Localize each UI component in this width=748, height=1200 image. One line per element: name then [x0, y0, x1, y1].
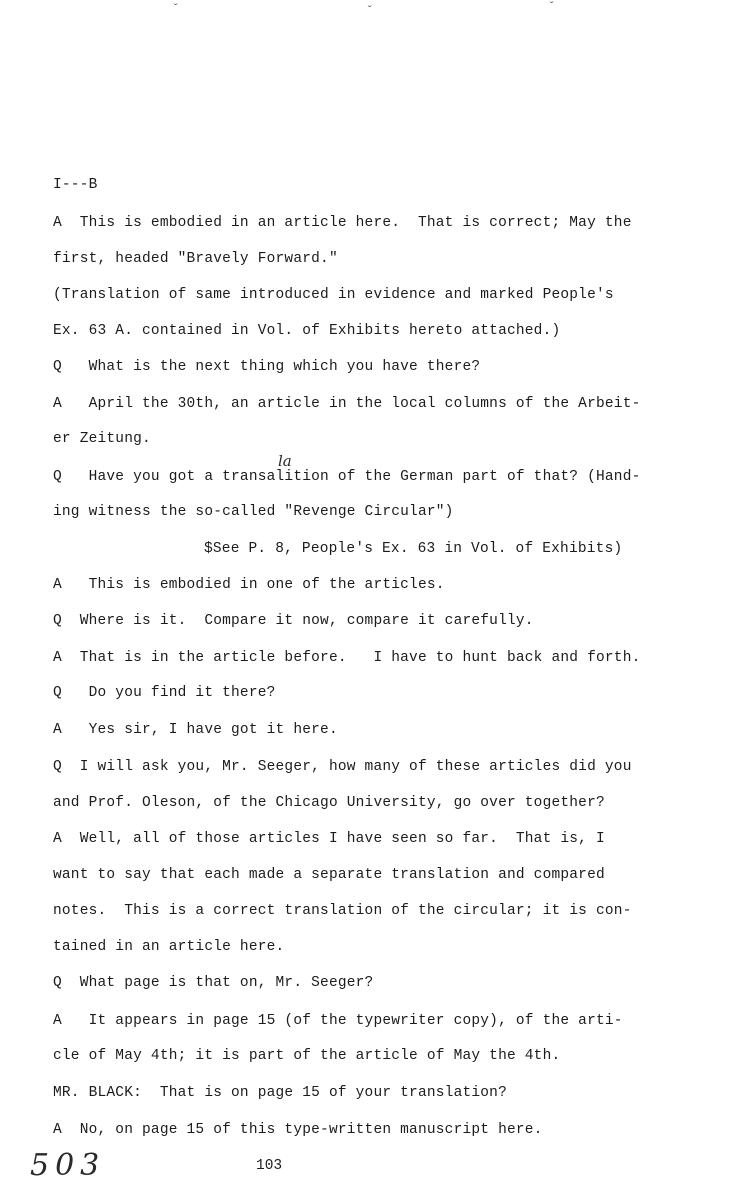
text-line: A Well, all of those articles I have seen so far. That is, I [53, 831, 605, 847]
text-line: Q Where is it. Compare it now, compare it carefully. [53, 613, 534, 629]
text-line: er Zeitung. [53, 431, 151, 447]
text-line: A April the 30th, an article in the local columns of the Arbeit- [53, 396, 641, 412]
handwritten-page-number: 503 [30, 1148, 106, 1183]
section-header: I---B [53, 177, 98, 193]
text-line: (Translation of same introduced in evidence and marked People's [53, 287, 614, 303]
text-line: $See P. 8, People's Ex. 63 in Vol. of Exhibits) [204, 541, 623, 557]
page-number: 103 [256, 1158, 283, 1174]
text-line: Q Have you got a transalition of the German part of that? (Hand- [53, 469, 641, 485]
text-line: Ex. 63 A. contained in Vol. of Exhibits hereto attached.) [53, 323, 561, 339]
text-line: want to say that each made a separate translation and compared [53, 867, 605, 883]
text-line: first, headed "Bravely Forward." [53, 251, 338, 267]
scan-mark: ˇ [548, 0, 556, 14]
text-line: Q I will ask you, Mr. Seeger, how many of these articles did you [53, 759, 632, 775]
text-line: ing witness the so-called "Revenge Circular") [53, 504, 454, 520]
text-line: MR. BLACK: That is on page 15 of your translation? [53, 1085, 507, 1101]
text-line: A It appears in page 15 (of the typewriter copy), of the arti- [53, 1013, 623, 1029]
text-line: Q What page is that on, Mr. Seeger? [53, 975, 374, 991]
text-line: cle of May 4th; it is part of the article of May the 4th. [53, 1048, 561, 1064]
handwritten-correction: la [278, 452, 292, 470]
text-line: A This is embodied in one of the articles. [53, 577, 445, 593]
text-line: Q Do you find it there? [53, 685, 276, 701]
text-line: A No, on page 15 of this type-written manuscript here. [53, 1122, 543, 1138]
text-line: Q What is the next thing which you have there? [53, 359, 481, 375]
scan-mark: ˇ [172, 2, 180, 16]
text-line: A That is in the article before. I have to hunt back and forth. [53, 650, 641, 666]
text-line: tained in an article here. [53, 939, 285, 955]
text-line: and Prof. Oleson, of the Chicago University, go over together? [53, 795, 605, 811]
scan-mark: ˇ [366, 4, 374, 18]
text-line: A This is embodied in an article here. That is correct; May the [53, 215, 632, 231]
text-line: notes. This is a correct translation of the circular; it is con- [53, 903, 632, 919]
text-line: A Yes sir, I have got it here. [53, 722, 338, 738]
